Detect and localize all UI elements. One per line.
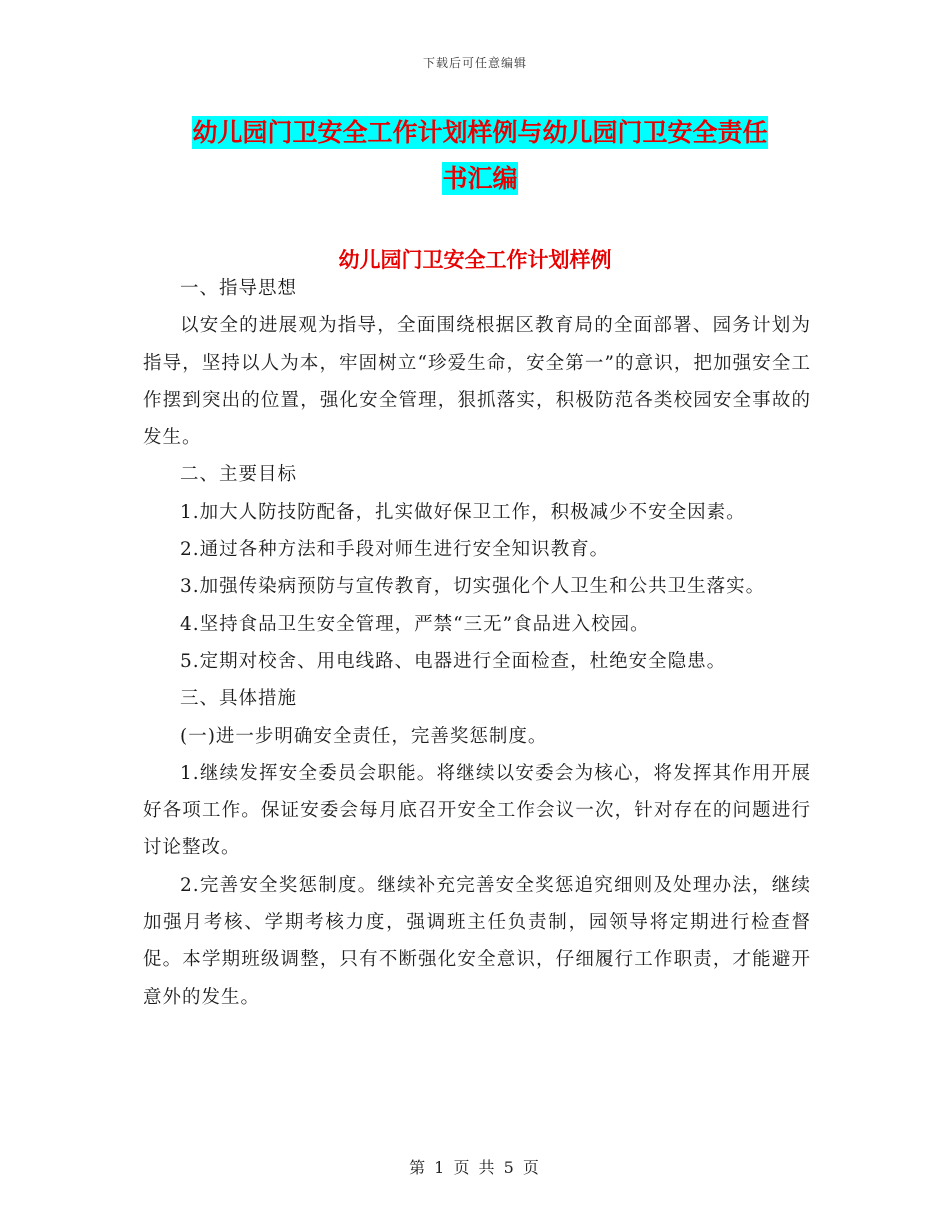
- paragraph: 以安全的进展观为指导，全面围绕根据区教育局的全面部署、园务计划为指导，坚持以人为本，牢固树立“珍爱生命，安全第一”的意识，把加强安全工作摆到突出的位置，强化安全管理，狠抓落实，积极防范各类校园安全事故的发生。: [143, 315, 811, 449]
- heading-guiding-thought: 一、指导思想: [180, 278, 298, 299]
- section-title: 幼儿园门卫安全工作计划样例: [338, 248, 612, 272]
- list-item: 4.坚持食品卫生安全管理，严禁“三无”食品进入校园。: [180, 613, 650, 635]
- list-item: 1.加大人防技防配备，扎实做好保卫工作，积极减少不安全因素。: [180, 501, 746, 523]
- list-item: 1.继续发挥安全委员会职能。将继续以安委会为核心，将发挥其作用开展好各项工作。保证安委会每月底召开安全工作会议一次，针对存在的问题进行讨论整改。: [143, 762, 811, 859]
- list-item: 2.通过各种方法和手段对师生进行安全知识教育。: [180, 539, 610, 561]
- document-title-line-1: 幼儿园门卫安全工作计划样例与幼儿园门卫安全责任: [192, 118, 768, 147]
- page-number-footer: 第 1 页 共 5 页: [409, 1158, 541, 1177]
- list-item: 5.定期对校舍、用电线路、电器进行全面检查，杜绝安全隐患。: [180, 650, 727, 672]
- page-header-note: 下载后可任意编辑: [422, 56, 527, 70]
- list-item: 2.完善安全奖惩制度。继续补充完善安全奖惩追究细则及处理办法，继续加强月考核、学期考核力度，强调班主任负责制，园领导将定期进行检查督促。本学期班级调整，只有不断强化安全意识，仔细履行工作职责，才能避开意外的发生。: [143, 874, 811, 1008]
- document-body: [143, 270, 811, 1016]
- heading-main-goals: 二、主要目标: [180, 464, 298, 486]
- document-title-line-2: 书汇编: [442, 164, 518, 193]
- document-title: [150, 110, 810, 202]
- list-item: 3.加强传染病预防与宣传教育，切实强化个人卫生和公共卫生落实。: [180, 576, 766, 598]
- heading-specific-measures: 三、具体措施: [180, 688, 298, 710]
- subheading: (一)进一步明确安全责任，完善奖惩制度。: [180, 725, 548, 747]
